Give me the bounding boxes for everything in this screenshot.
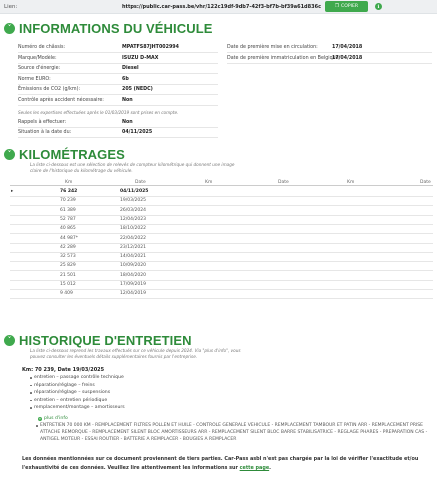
km-value: 61 389 xyxy=(60,207,76,213)
vehicle-section-header[interactable] xyxy=(4,21,213,36)
info-row xyxy=(227,45,363,50)
km-date: 22/04/2022 xyxy=(120,235,146,241)
row-divider xyxy=(18,84,218,85)
km-date: 26/03/2024 xyxy=(120,207,146,213)
row-divider xyxy=(227,63,432,64)
info-row xyxy=(18,130,153,135)
table-row xyxy=(10,206,433,215)
km-value: 15 012 xyxy=(60,282,76,287)
row-divider xyxy=(18,127,218,128)
copy-icon: ❐ xyxy=(334,4,340,9)
plus-icon: + xyxy=(38,416,42,421)
list-item: réparation/réglage – freins xyxy=(34,382,95,388)
table-row xyxy=(10,224,433,233)
current-row-arrow-icon: ▸ xyxy=(11,189,14,194)
table-row xyxy=(10,261,433,270)
chevron-down-icon: ˅ xyxy=(4,335,15,346)
info-value: 17/04/2018 xyxy=(332,55,363,61)
km-section-title: KILOMÉTRAGES xyxy=(19,147,125,162)
info-value: MPATFS87JHT002994 xyxy=(122,45,179,50)
history-section-title: HISTORIQUE D'ENTRETIEN xyxy=(19,333,192,348)
disclaimer-end: . xyxy=(269,465,271,471)
history-note: La liste ci-dessous reprend les travaux effectués sur ce véhicule depuis 2024. Via "plus d'info", vous pouvez consulter les éventuels détails supplémentaires fournis par l'entreprise. xyxy=(30,348,241,359)
info-row xyxy=(18,45,179,50)
km-date: 14/04/2021 xyxy=(120,254,146,260)
more-info-link[interactable] xyxy=(38,416,68,421)
row-divider xyxy=(227,52,432,53)
col-date-2: Date xyxy=(278,180,289,185)
info-value: 205 (NEDC) xyxy=(122,87,153,93)
row-divider xyxy=(18,52,218,53)
info-row xyxy=(18,76,129,82)
km-section-header[interactable] xyxy=(4,147,125,162)
more-info-label: plus d'info xyxy=(44,416,68,421)
km-value: 70 239 xyxy=(60,198,76,204)
info-label: Norme EURO: xyxy=(18,76,51,82)
vehicle-section-title: INFORMATIONS DU VÉHICULE xyxy=(19,21,213,36)
col-km-3: Km xyxy=(347,180,355,185)
info-label: Numéro de châssis: xyxy=(18,45,66,50)
info-value: 04/11/2025 xyxy=(122,130,153,135)
km-date: 12/04/2023 xyxy=(120,216,146,222)
row-divider xyxy=(18,94,218,95)
info-page-link[interactable]: cette page xyxy=(239,465,270,471)
row-divider xyxy=(18,73,218,74)
table-row xyxy=(10,289,433,298)
km-date: 10/09/2020 xyxy=(120,263,146,269)
info-value: Non xyxy=(122,98,133,103)
info-row xyxy=(18,120,133,125)
copy-button-label: COPIER xyxy=(341,4,359,9)
table-row xyxy=(10,215,433,224)
link-bar xyxy=(0,0,437,14)
table-row xyxy=(10,252,433,261)
info-label: Émissions de CO2 (g/km): xyxy=(18,87,81,93)
km-date: 12/04/2019 xyxy=(120,291,146,297)
table-row xyxy=(10,243,433,252)
copy-button[interactable] xyxy=(325,1,368,12)
info-label: Date de première immatriculation en Belgique: xyxy=(227,55,341,61)
info-value: ISUZU D-MAX xyxy=(122,55,159,61)
info-value: Diesel xyxy=(122,66,139,72)
row-divider xyxy=(18,137,218,138)
info-row xyxy=(18,66,139,72)
info-row xyxy=(18,98,133,103)
table-row xyxy=(10,271,433,280)
km-value: 9 409 xyxy=(60,291,73,297)
disclaimer-text: Les données mentionnées sur ce document proviennent de tiers parties. Car-Pass asbl n'est pas chargée par la loi de vérifier l'exactitude et/ou l'exhaustivité de ces données. Veuillez lire attentivement les informations sur xyxy=(22,456,419,471)
row-divider xyxy=(18,105,218,106)
col-km-1: Km xyxy=(65,180,73,185)
info-label: Date de première mise en circulation: xyxy=(227,45,318,50)
public-url[interactable]: https://public.car-pass.be/vhr/122c19df-9db7-42f3-bf7b-bf39a61d836c xyxy=(122,4,322,10)
info-row xyxy=(18,87,153,93)
info-label: Contrôle après accident nécessaire: xyxy=(18,98,104,103)
km-note: La liste ci-dessous est une sélection de relevés de compteur kilométrique qui donnent une image claire de l'historique du kilométrage du véhicule. xyxy=(30,162,235,173)
km-value: 25 829 xyxy=(60,263,76,269)
history-entry-title: Km: 70 239, Date 19/03/2025 xyxy=(22,367,105,373)
row-divider xyxy=(18,63,218,64)
table-row xyxy=(10,234,433,243)
col-date-1: Date xyxy=(135,180,146,185)
info-label: Rappels à effectuer: xyxy=(18,120,67,125)
list-item: entretien – entretien périodique xyxy=(34,397,108,403)
km-value: 32 573 xyxy=(60,254,76,260)
km-date: 23/12/2021 xyxy=(120,244,146,250)
col-date-3: Date xyxy=(420,180,431,185)
info-icon[interactable]: i xyxy=(375,3,382,10)
km-date: 04/11/2025 xyxy=(120,189,149,194)
info-value: 17/04/2018 xyxy=(332,45,363,50)
table-row xyxy=(10,280,433,289)
km-value: 40 865 xyxy=(60,226,76,232)
table-row xyxy=(10,187,433,196)
km-date: 18/04/2020 xyxy=(120,272,146,278)
info-value: Non xyxy=(122,120,133,125)
km-date: 17/09/2019 xyxy=(120,282,146,287)
table-row xyxy=(10,196,433,205)
km-value: 76 242 xyxy=(60,189,78,194)
history-section-header[interactable] xyxy=(4,333,192,348)
info-label: Situation à la date du: xyxy=(18,130,72,135)
info-row xyxy=(18,55,159,61)
km-date: 19/03/2025 xyxy=(120,198,146,204)
km-value: 44 987* xyxy=(60,235,78,241)
km-value: 21 501 xyxy=(60,272,76,278)
chevron-down-icon: ˅ xyxy=(4,149,15,160)
list-item: réparation/réglage – suspensions xyxy=(34,390,111,395)
km-table-header xyxy=(10,179,433,186)
disclaimer xyxy=(22,455,432,473)
link-label: Lien: xyxy=(4,4,18,10)
chevron-down-icon: ˅ xyxy=(4,23,15,34)
info-value: 6b xyxy=(122,76,129,82)
info-row xyxy=(227,55,363,61)
km-value: 52 787 xyxy=(60,216,76,222)
history-detail: ENTRETIEN 70 000 KM - REMPLACEMENT FILTRES POLLEN ET HUILE - CONTROLE GENERALE VEHICULE - REMPLACEMENT TAMBOUR ET PATIN ARR - REMPLACEMENT PRISE ATTACHE REMORQUE - REMPLACEMENT SILENT BLOC AMORTISSEURS ARR - REMPLACEMENT SILENT BLOC BARRE STABILISATRICE - REGLAGE PHARES - PREPARATION CAS - ANTIGEL MOTEUR - ESSAI ROUTIER - BATTERIE A REMPLACER - BOUGIES A REMPLACER xyxy=(40,422,430,443)
km-date: 18/10/2022 xyxy=(120,226,146,232)
row-divider xyxy=(10,298,433,299)
list-item: entretien – passage contrôle technique xyxy=(34,375,124,380)
col-km-2: Km xyxy=(205,180,213,185)
info-label: Marque/Modèle: xyxy=(18,55,57,61)
km-value: 42 289 xyxy=(60,244,76,250)
expertise-note: Seules les expertises effectuées après le 01/03/2019 sont prises en compte. xyxy=(18,110,179,115)
info-label: Source d'énergie: xyxy=(18,66,61,72)
list-item: remplacement/montage – amortisseurs xyxy=(34,405,125,410)
